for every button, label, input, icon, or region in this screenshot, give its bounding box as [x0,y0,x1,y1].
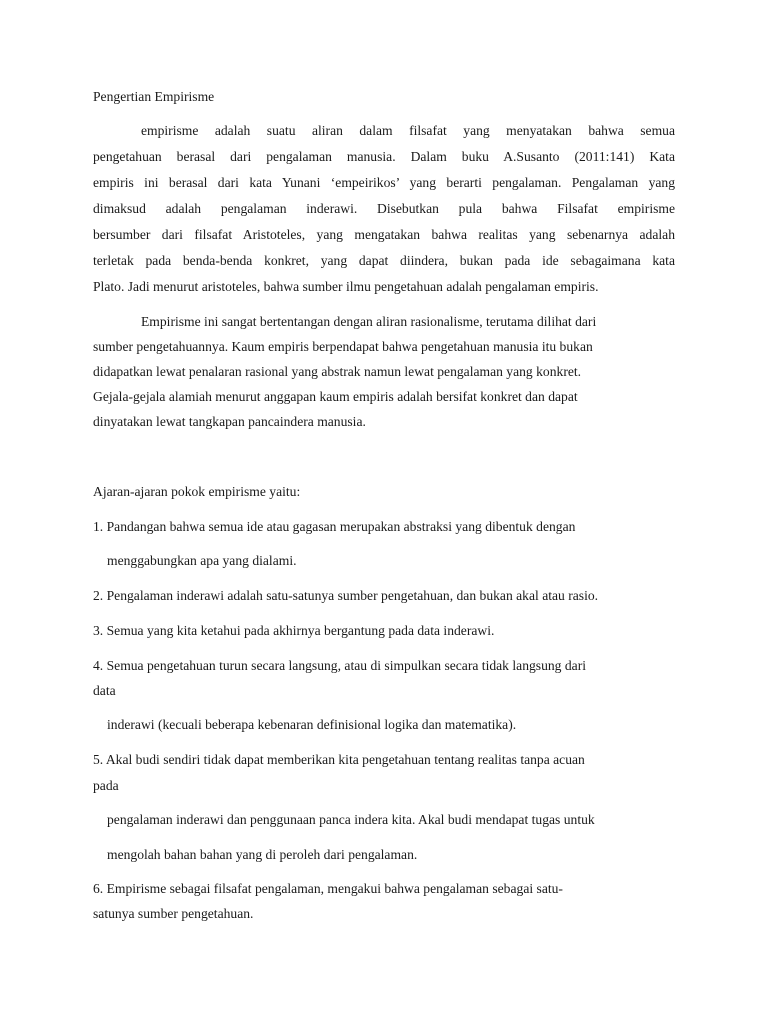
list-item-line: mengolah bahan bahan yang di peroleh dari pengalaman. [107,847,418,862]
list-item-line: pengalaman inderawi dan penggunaan panca indera kita. Akal budi mendapat tugas untuk [107,812,595,827]
paragraph-2-line: sumber pengetahuannya. Kaum empiris berpendapat bahwa pengetahuan manusia itu bukan [93,339,593,354]
paragraph-1-line: pengetahuan berasal dari pengalaman manusia. Dalam buku A.Susanto (2011:141) Kata [93,149,675,164]
list-item-line: data [93,683,116,698]
list-item-line: inderawi (kecuali beberapa kebenaran definisional logika dan matematika). [107,717,517,732]
list-item-line: pada [93,778,119,793]
paragraph-2-line: Gejala-gejala alamiah menurut anggapan kaum empiris adalah bersifat konkret dan dapat [93,389,578,404]
document-title: Pengertian Empirisme [93,89,215,104]
paragraph-2-line: dinyatakan lewat tangkapan pancaindera manusia. [93,414,366,429]
paragraph-1-line: dimaksud adalah pengalaman inderawi. Disebutkan pula bahwa Filsafat empirisme [93,201,675,216]
list-heading: Ajaran-ajaran pokok empirisme yaitu: [93,484,301,499]
paragraph-1-line: empirisme adalah suatu aliran dalam filsafat yang menyatakan bahwa semua [141,123,675,138]
paragraph-1-line: Plato. Jadi menurut aristoteles, bahwa sumber ilmu pengetahuan adalah pengalaman empiris. [93,279,599,294]
list-item-line: 4. Semua pengetahuan turun secara langsung, atau di simpulkan secara tidak langsung dari [93,658,586,673]
list-item-line: 2. Pengalaman inderawi adalah satu-satunya sumber pengetahuan, dan bukan akal atau rasio. [93,588,599,603]
paragraph-2-line: Empirisme ini sangat bertentangan dengan aliran rasionalisme, terutama dilihat dari [141,314,597,329]
list-item-line: 5. Akal budi sendiri tidak dapat memberikan kita pengetahuan tentang realitas tanpa acuan [93,752,585,767]
paragraph-2-line: didapatkan lewat penalaran rasional yang abstrak namun lewat pengalaman yang konkret. [93,364,582,379]
list-item-line: 1. Pandangan bahwa semua ide atau gagasan merupakan abstraksi yang dibentuk dengan [93,519,576,534]
list-item-line: satunya sumber pengetahuan. [93,906,254,921]
list-item-line: menggabungkan apa yang dialami. [107,553,297,568]
paragraph-1-line: terletak pada benda-benda konkret, yang dapat diindera, bukan pada ide sebagaimana kata [93,253,675,268]
paragraph-1-line: empiris ini berasal dari kata Yunani ‘empeirikos’ yang berarti pengalaman. Pengalaman yang [93,175,675,190]
list-item-line: 3. Semua yang kita ketahui pada akhirnya bergantung pada data inderawi. [93,623,495,638]
list-item-line: 6. Empirisme sebagai filsafat pengalaman, mengakui bahwa pengalaman sebagai satu- [93,881,563,896]
paragraph-1-line: bersumber dari filsafat Aristoteles, yang mengatakan bahwa realitas yang sebenarnya adalah [93,227,675,242]
